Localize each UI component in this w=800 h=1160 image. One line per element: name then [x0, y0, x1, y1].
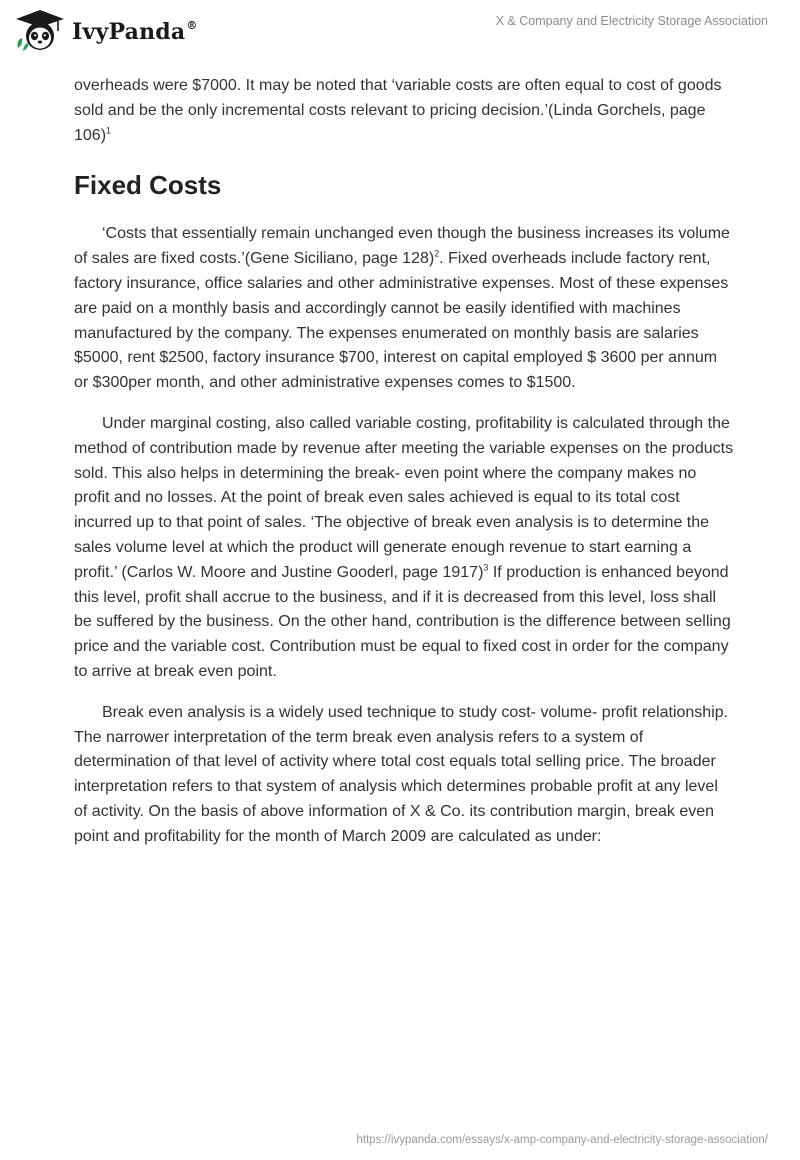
- registered-mark: ®: [186, 18, 198, 32]
- footnote-ref[interactable]: 2: [434, 248, 440, 259]
- paragraph-marginal-costing: Under marginal costing, also called variable costing, profitability is calculated through the method of contribution made by revenue after meeting the variable expenses on the products sold. This also helps in determining the break- even point where the company makes no profit and no losses. At the point of break even sales achieved is equal to its total cost incurred up to that point of sales. ‘The objective of break even analysis is to determine the sales volume level at which the product will generate enough revenue to start earning a profit.’ (Carlos W. Moore and Justine Gooderl, page 1917)$^3$ If production is enhanced beyond this level, profit shall accrue to the business, and if it is decreased from this level, loss shall be suffered by the business. On the other hand, contribution is the difference between selling price and the variable cost. Contribution must be equal to fixed cost in order for the company to arrive at break even point.: [74, 414, 734, 680]
- footnote-ref[interactable]: 3: [483, 562, 489, 573]
- panda-graduate-icon: [14, 8, 66, 52]
- document-title: X & Company and Electricity Storage Association: [495, 14, 768, 28]
- paragraph-break-even: Break even analysis is a widely used technique to study cost- volume- profit relationship. The narrower interpretation of the term break even analysis refers to a system of determination of that level of activity where total cost equals total selling price. The broader interpretation refers to that system of analysis which determines probable profit at any level of activity. On the basis of above information of X & Co. its contribution margin, break even point and profitability for the month of March 2009 are calculated as under:: [74, 703, 729, 845]
- brand-name: IvyPanda®: [72, 18, 198, 45]
- ivypanda-logo[interactable]: [14, 8, 198, 52]
- essay-content: [74, 74, 734, 866]
- section-heading-fixed-costs: Fixed Costs: [74, 170, 222, 201]
- paragraph-intro: overheads were $7000. It may be noted that ‘variable costs are often equal to cost of goods sold and be the only incremental costs relevant to pricing decision.’(Linda Gorchels, page 106)$^1$: [74, 77, 722, 144]
- page-header: [0, 0, 800, 70]
- footnote-ref[interactable]: 1: [106, 125, 112, 136]
- source-url[interactable]: https://ivypanda.com/essays/x-amp-company-and-electricity-storage-association/: [356, 1134, 768, 1146]
- paragraph-fixed-costs: ‘Costs that essentially remain unchanged even though the business increases its volume of sales are fixed costs.’(Gene Siciliano, page 128)$^2$. Fixed overheads include factory rent, factory insurance, office salaries and other administrative expenses. Most of these expenses are paid on a monthly basis and accordingly cannot be easily identified with machines manufactured by the company. The expenses enumerated on monthly basis are salaries $5000, rent $2500, factory insurance $700, interest on capital employed $ 3600 per annum or $300per month, and other administrative expenses comes to $1500.: [74, 225, 730, 392]
